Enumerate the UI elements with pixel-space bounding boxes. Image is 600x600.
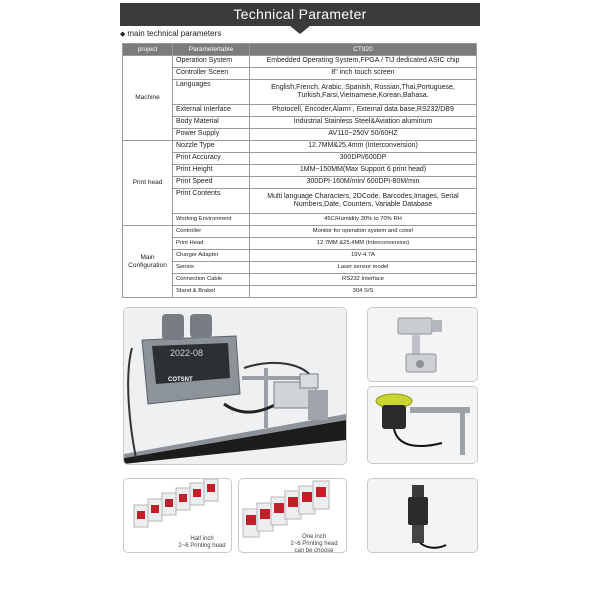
- diamond-bullet-icon: ◆: [120, 31, 126, 38]
- value-cell: Laser sensor model: [250, 262, 477, 274]
- param-cell: External Interface: [173, 105, 250, 117]
- group-print-head: Print head: [123, 141, 173, 226]
- value-cell: 45C/Humidity 30% to 70% RH: [250, 214, 477, 226]
- param-cell: Stand & Braket: [173, 286, 250, 298]
- param-cell: Languages: [173, 80, 250, 105]
- table-row: [123, 68, 477, 80]
- group-machine: Machine: [123, 56, 173, 141]
- value-cell: 300DPI-160M/min/ 600DPI-80M/min: [250, 177, 477, 189]
- table-row: [123, 189, 477, 214]
- param-cell: Nozzle Type: [173, 141, 250, 153]
- group-main-configuration: Main Configuration: [123, 226, 173, 298]
- table-row: [123, 177, 477, 189]
- value-cell: Monitor for operaiton system and cotorl: [250, 226, 477, 238]
- one-inch-caption-line1: One inch: [301, 534, 326, 540]
- param-cell: Print Accuracy: [173, 153, 250, 165]
- value-cell: AV110~250V 50/60HZ: [250, 129, 477, 141]
- table-row: [123, 214, 477, 226]
- param-cell: Charger Adapter: [173, 250, 250, 262]
- param-cell: Print Contents: [173, 189, 250, 214]
- value-cell: 8" inch touch screen: [250, 68, 477, 80]
- table-row: [123, 56, 477, 68]
- inkjet-printer-illustration: [124, 308, 346, 464]
- table-row: [123, 141, 477, 153]
- param-cell: Operation System: [173, 56, 250, 68]
- param-cell: Body Material: [173, 117, 250, 129]
- table-row: [123, 250, 477, 262]
- header-model: CT920: [250, 44, 477, 56]
- param-cell: Controller: [173, 226, 250, 238]
- one-inch-caption: [283, 534, 345, 553]
- one-inch-caption-line3: can be choose: [294, 547, 334, 553]
- mounting-bracket-illustration: [368, 308, 477, 381]
- table-row: [123, 286, 477, 298]
- product-photo-bracket: [367, 307, 478, 382]
- value-cell: 300DPI/600DP: [250, 153, 477, 165]
- table-row: [123, 165, 477, 177]
- table-header-row: [123, 44, 477, 56]
- section-title-banner: Technical Parameter: [120, 3, 480, 26]
- table-row: [123, 80, 477, 105]
- header-parameter: Parametertable: [173, 44, 250, 56]
- param-cell: Print Height: [173, 165, 250, 177]
- table-row: [123, 226, 477, 238]
- table-row: [123, 129, 477, 141]
- value-cell: 12.7MM&25.4mm (Interconversion): [250, 141, 477, 153]
- value-cell: Industrial Stainless Steel&Aviation aluminum: [250, 117, 477, 129]
- param-cell: Working Environment: [173, 214, 250, 226]
- param-cell: Power Supply: [173, 129, 250, 141]
- table-row: [123, 262, 477, 274]
- subtitle: [120, 29, 221, 38]
- product-photo-main: [123, 307, 347, 465]
- table-row: [123, 238, 477, 250]
- product-photo-encoder: [367, 386, 478, 464]
- technical-parameter-table: [122, 43, 477, 298]
- half-inch-caption-line1: Half inch: [190, 536, 214, 542]
- value-cell: Embedded Operating System,FPGA / TIJ dedicated ASIC chip: [250, 56, 477, 68]
- param-cell: Print Head: [173, 238, 250, 250]
- table-row: [123, 153, 477, 165]
- table-row: [123, 105, 477, 117]
- product-photo-one-inch-heads: [238, 478, 347, 553]
- value-cell: 19V-4.7A: [250, 250, 477, 262]
- laser-sensor-illustration: [368, 479, 477, 552]
- param-cell: Controller Sceen: [173, 68, 250, 80]
- param-cell: Sensor: [173, 262, 250, 274]
- param-cell: Print Speed: [173, 177, 250, 189]
- rotary-encoder-illustration: [368, 387, 477, 463]
- half-inch-caption: [176, 536, 228, 550]
- header-project: project: [123, 44, 173, 56]
- value-cell: 304 S/S: [250, 286, 477, 298]
- table-row: [123, 117, 477, 129]
- value-cell: 1MM~150MM(Max Support 6 print head): [250, 165, 477, 177]
- value-cell: Multi language Characters, 2DCode. Barcodes,Images, Serial Numbers,Date, Counters, Variable Database: [250, 189, 477, 214]
- half-inch-caption-line2: 2~6 Printing head: [178, 542, 226, 549]
- value-cell: English,French, Arabic, Spanish, Russian,Thai,Portuguese, Turkish,Farsi,Vietnamese,Korean,Bahasa.: [250, 80, 477, 105]
- value-cell: 12.7MM &25.4MM (Interconversion): [250, 238, 477, 250]
- param-cell: Connection Cable: [173, 274, 250, 286]
- table-row: [123, 274, 477, 286]
- controller-screen-date: 2022-08: [170, 348, 204, 358]
- one-inch-caption-line2: 2~6 Printing head: [290, 540, 338, 547]
- product-photo-sensor: [367, 478, 478, 553]
- banner-notch: [290, 26, 310, 34]
- value-cell: RS232 Interface: [250, 274, 477, 286]
- product-photo-half-inch-heads: [123, 478, 232, 553]
- subtitle-text: main technical parameters: [127, 29, 222, 38]
- value-cell: Photocell, Encoder,Alarm , External data base,RS232/DB9: [250, 105, 477, 117]
- brand-logo-text: COTSNT: [168, 377, 193, 383]
